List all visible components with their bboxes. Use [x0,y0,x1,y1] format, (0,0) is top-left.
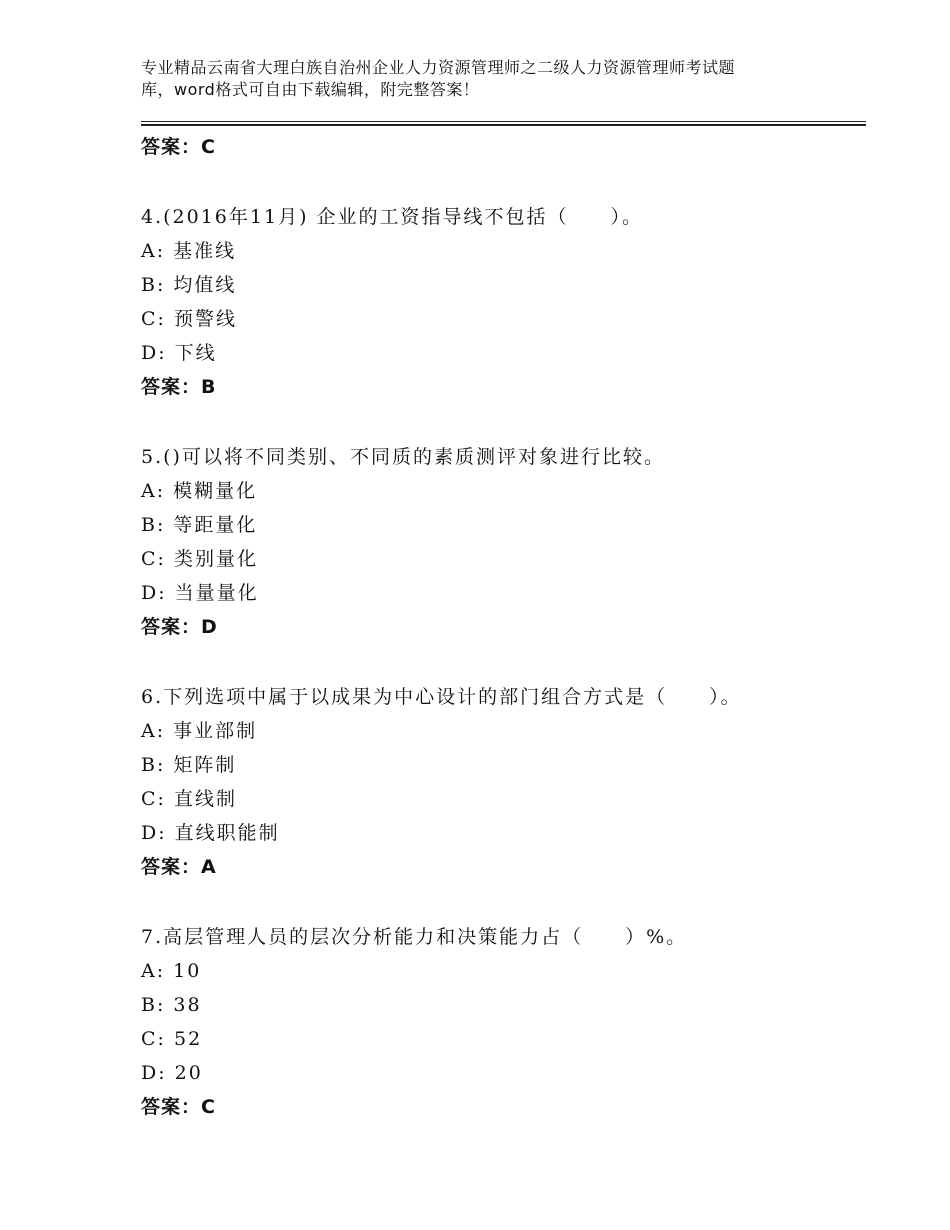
answer-label: 答案：A [141,856,217,878]
question-4 [141,200,861,404]
option-a: A: 基准线 [141,240,237,262]
option-b: B: 均值线 [141,274,237,296]
option-a: A: 事业部制 [141,720,258,742]
option-c: C: 52 [141,1028,203,1050]
header-rule-thin [141,121,866,122]
question-stem: 5.()可以将不同类别、不同质的素质测评对象进行比较。 [141,446,665,468]
document-header [141,57,841,101]
option-a: A: 模糊量化 [141,480,258,502]
answer-label: 答案：D [141,616,218,638]
question-6 [141,680,861,884]
option-b: B: 矩阵制 [141,754,237,776]
header-rule-thick [141,124,866,126]
option-c: C: 类别量化 [141,548,258,570]
option-b: B: 等距量化 [141,514,258,536]
question-stem: 7.高层管理人员的层次分析能力和决策能力占（ ）%。 [141,926,688,948]
option-d: D: 下线 [141,342,217,364]
option-d: D: 当量量化 [141,582,259,604]
option-d: D: 直线职能制 [141,822,280,844]
option-a: A: 10 [141,960,202,982]
previous-answer: 答案：C [141,136,216,158]
option-c: C: 直线制 [141,788,237,810]
option-d: D: 20 [141,1062,203,1084]
document-body [141,130,861,1124]
header-title-line-1: 专业精品云南省大理白族自治州企业人力资源管理师之二级人力资源管理师考试题 [141,58,736,77]
option-c: C: 预警线 [141,308,237,330]
question-7 [141,920,861,1124]
option-b: B: 38 [141,994,202,1016]
question-stem: 4.(2016年11月) 企业的工资指导线不包括（ ）。 [141,206,644,228]
answer-label: 答案：C [141,1096,216,1118]
question-stem: 6.下列选项中属于以成果为中心设计的部门组合方式是（ ）。 [141,686,742,708]
header-title-line-2: 库，word格式可自由下载编辑，附完整答案！ [141,80,480,99]
question-5 [141,440,861,644]
answer-label: 答案：B [141,376,217,398]
